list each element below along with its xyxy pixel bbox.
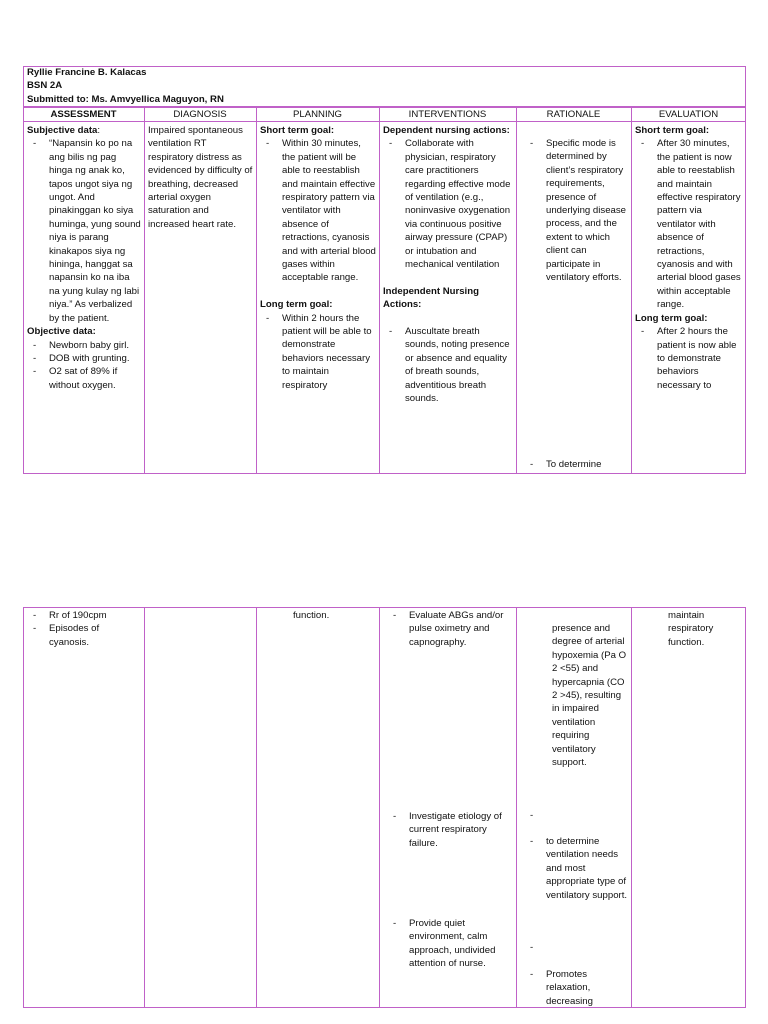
page2-col-divider-5 — [631, 607, 632, 1008]
objective-heading: Objective data: — [27, 326, 96, 338]
intervention-item-environment — [387, 917, 513, 971]
planning-cell — [260, 124, 376, 392]
independent-actions-heading: Independent Nursing Actions: — [383, 285, 479, 311]
evaluation-short-term: - After 30 minutes, the patient is now able to reestablish and maintain effective respiratory pattern via ventilator with absence of retractions, cyanosis and with arterial blood gases within acceptable range. — [635, 137, 743, 311]
list-item: - Promotes relaxation, decreasing — [524, 968, 628, 1008]
rationale-cell-2 — [524, 458, 628, 471]
page1-col-divider-3 — [379, 107, 380, 474]
rationale-cell — [524, 137, 628, 284]
column-header-rationale: RATIONALE — [546, 109, 601, 120]
column-header-assessment: ASSESSMENT — [50, 109, 117, 120]
list-item: - Provide quiet environment, calm approach, undivided attention of nurse. — [387, 917, 513, 971]
page1-col-divider-2 — [256, 107, 257, 474]
subjective-quote: - “Napansin ko po na ang bilis ng pag hinga ng anak ko, tapos ungot siya ng ungot. And pinakinggan ko siya huminga, yung sound niya is parang kinakapos siya ng hininga, hanggat sa napansin ko na iba na yung kulay ng labi niya.” As verbalized by the patient. — [27, 137, 141, 325]
page2-col-divider-4 — [516, 607, 517, 1008]
list-item: - Rr of 190cpm — [27, 609, 141, 622]
planning-short-term-goal: - Within 30 minutes, the patient will be able to reestablish and maintain effective respiratory pattern via ventilator with absence of retractions, cyanosis and with arterial blood gases within acceptable range. — [260, 137, 376, 284]
page2-table-border — [23, 607, 746, 1008]
evaluation-continued: maintain respiratory function. — [668, 610, 714, 648]
interventions-cell — [383, 124, 514, 406]
column-header-interventions: INTERVENTIONS — [408, 109, 487, 120]
column-header-diagnosis: DIAGNOSIS — [173, 109, 227, 120]
page1-col-divider-4 — [516, 107, 517, 474]
page1-column-header-divider — [23, 121, 746, 122]
dependent-actions-heading: Dependent nursing actions: — [383, 125, 510, 136]
independent-action-item: - Auscultate breath sounds, noting presence or absence and equality of breath sounds, adventitious breath sounds. — [383, 325, 514, 405]
intervention-item-etiology — [387, 810, 513, 850]
list-item: - Newborn baby girl. — [27, 339, 141, 352]
list-item: - DOB with grunting. — [27, 352, 141, 365]
evaluation-long-term: - After 2 hours the patient is now able to demonstrate behaviors necessary to — [635, 325, 743, 392]
subjective-heading: Subjective data: — [27, 125, 101, 136]
rationale-item-relaxation — [524, 968, 628, 1008]
list-item: - O2 sat of 89% if without oxygen. — [27, 365, 141, 392]
dependent-action-item: - Collaborate with physician, respiratory care practitioners regarding effective mode of ventilation (e.g., noninvasive oxygenation via continuous positive airway pressure (CPAP) or intubation and mechanical ventilation — [383, 137, 514, 271]
planning-long-term-goal: - Within 2 hours the patient will be able to demonstrate behaviors necessary to maintain respiratory — [260, 312, 376, 392]
list-item: - Evaluate ABGs and/or pulse oximetry and capnography. — [387, 609, 513, 649]
rationale-continued: presence and degree of arterial hypoxemia (Pa O 2 <55) and hypercapnia (CO 2 >45), resulting in impaired ventilation requiring ventilatory support. — [552, 623, 627, 769]
column-header-evaluation: EVALUATION — [658, 109, 719, 120]
evaluation-long-term-heading: Long term goal: — [635, 312, 708, 324]
planning-short-term-heading: Short term goal: — [260, 125, 335, 136]
page2-col-divider-3 — [379, 607, 380, 1008]
planning-continued: function. — [293, 610, 330, 621]
student-name: Ryllie Francine B. Kalacas — [27, 67, 147, 78]
planning-long-term-heading: Long term goal: — [260, 299, 333, 311]
assessment-cell — [27, 124, 141, 392]
intervention-item-abgs — [387, 609, 513, 649]
diagnosis-text: Impaired spontaneous ventilation RT respiratory distress as evidenced by difficulty of breathing, decreased arterial oxygen saturation and increased heart rate. — [148, 125, 253, 230]
assessment-cell-continued — [27, 609, 141, 649]
rationale-item: - To determine — [524, 458, 628, 471]
list-item: - Episodes of cyanosis. — [27, 622, 141, 649]
page1-col-divider-1 — [144, 107, 145, 474]
page2-col-divider-1 — [144, 607, 145, 1008]
page2-col-divider-2 — [256, 607, 257, 1008]
page1-col-divider-5 — [631, 107, 632, 474]
column-header-planning: PLANNING — [292, 109, 343, 120]
evaluation-cell — [635, 124, 743, 392]
evaluation-short-term-heading: Short term goal: — [635, 125, 710, 136]
list-item: - Investigate etiology of current respiratory failure. — [387, 810, 513, 850]
rationale-item: - Specific mode is determined by client’s respiratory requirements, presence of underlying disease process, and the extent to which client can participate in ventilatory efforts. — [524, 137, 628, 284]
submitted-to: Submitted to: Ms. Amvyellica Maguyon, RN — [27, 94, 224, 105]
rationale-item-ventilation — [524, 835, 628, 902]
student-section: BSN 2A — [27, 80, 63, 91]
list-item: - to determine ventilation needs and most appropriate type of ventilatory support. — [524, 835, 628, 902]
